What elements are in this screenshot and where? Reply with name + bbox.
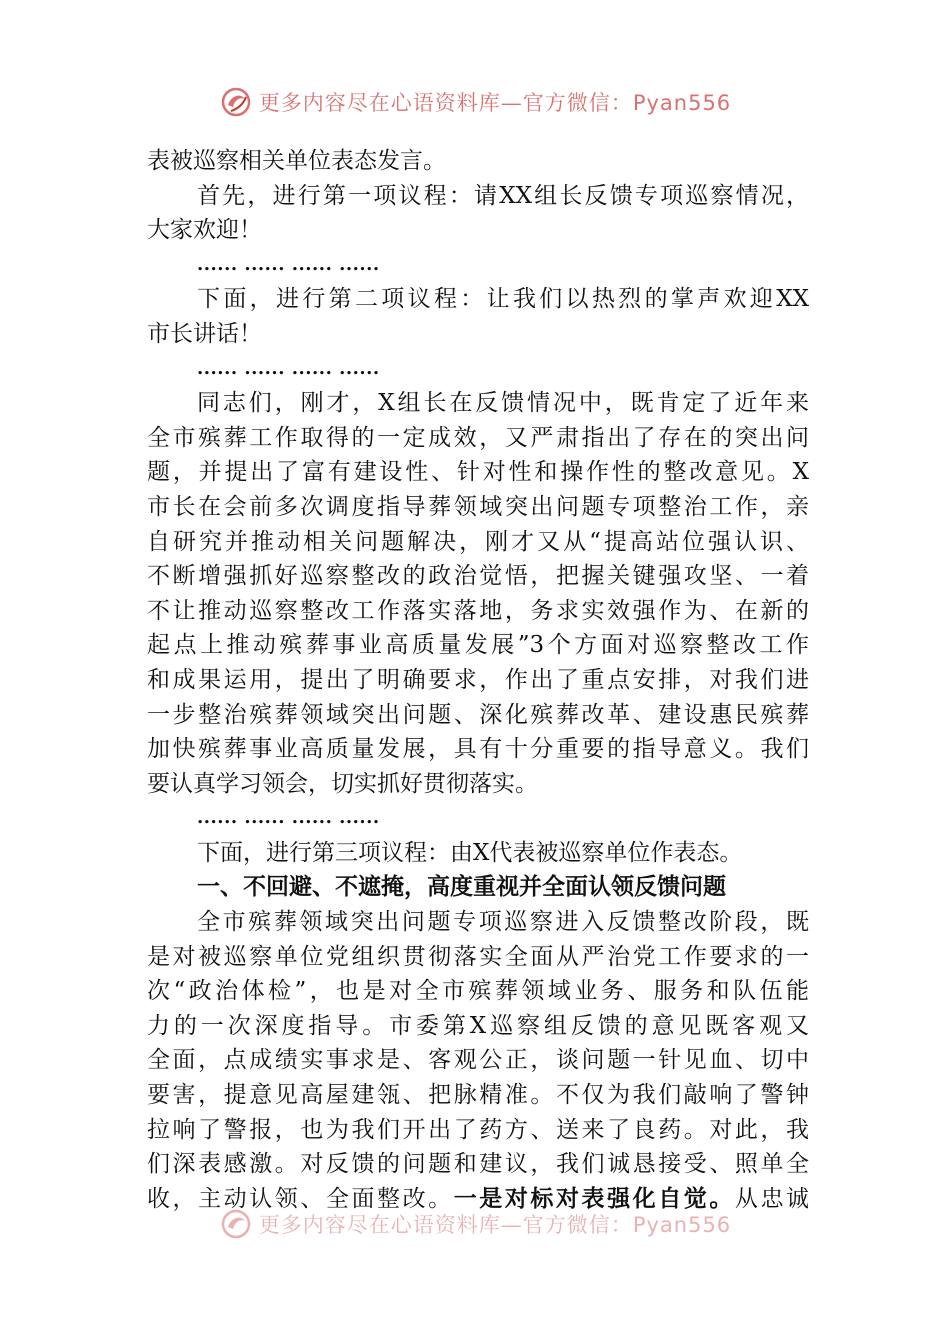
- watermark-header: [0, 84, 950, 120]
- paragraph-line: 全市殡葬领域突出问题专项巡察进入反馈整改阶段，既: [197, 909, 809, 936]
- paragraph-line: 全市殡葬工作取得的一定成效，又严肃指出了存在的突出问: [147, 424, 809, 451]
- paragraph-line: 全面，点成绩实事求是、客观公正，谈问题一针见血、切中: [147, 1047, 809, 1074]
- paragraph-line: 市长讲话！: [147, 320, 262, 347]
- paragraph-line: 大家欢迎！: [147, 217, 262, 244]
- paragraph-line: 市长在会前多次调度指导葬领域突出问题专项整治工作，亲: [147, 493, 809, 520]
- swirl-logo-icon: [219, 85, 253, 119]
- paragraph-line: 首先，进行第一项议程：请XX组长反馈专项巡察情况，: [197, 182, 809, 209]
- watermark-text: 更多内容尽在心语资料库—官方微信：Pyan556: [258, 1213, 732, 1237]
- paragraph-line: 题，并提出了富有建设性、针对性和操作性的整改意见。X: [147, 459, 809, 486]
- paragraph-line: 一步整治殡葬领域突出问题、深化殡葬改革、建设惠民殡葬: [147, 701, 809, 728]
- paragraph-line: 同志们，刚才，X组长在反馈情况中，既肯定了近年来: [197, 390, 809, 417]
- paragraph-line: 收，主动认领、全面整改。一是对标对表强化自觉。从忠诚: [147, 1185, 809, 1212]
- paragraph-line: 们深表感激。对反馈的问题和建议，我们诚恳接受、照单全: [147, 1151, 809, 1178]
- paragraph-line: 表被巡察相关单位表态发言。: [147, 148, 446, 174]
- paragraph-line: 下面，进行第二项议程：让我们以热烈的掌声欢迎XX: [197, 286, 809, 313]
- paragraph-line: 是对被巡察单位党组织贯彻落实全面从严治党工作要求的一: [147, 943, 809, 970]
- ellipsis-separator: ...... ...... ...... ......: [197, 253, 380, 275]
- ellipsis-separator: ...... ...... ...... ......: [197, 357, 380, 379]
- paragraph-line: 自研究并推动相关问题解决，刚才又从“提高站位强认识、: [147, 528, 809, 555]
- watermark-text: 更多内容尽在心语资料库—官方微信：Pyan556: [258, 91, 732, 115]
- watermark-footer: [0, 1206, 950, 1242]
- document-body: [147, 144, 809, 1216]
- section-heading: 一、不回避、不遮掩，高度重视并全面认领反馈问题: [197, 874, 726, 901]
- paragraph-line: 不让推动巡察整改工作落实落地，务求实效强作为、在新的: [147, 597, 809, 624]
- paragraph-line: 力的一次深度指导。市委第X巡察组反馈的意见既客观又: [147, 1012, 809, 1039]
- bold-lead-phrase: 一是对标对表强化自觉。: [453, 1185, 735, 1212]
- paragraph-line: 拉响了警报，也为我们开出了药方、送来了良药。对此，我: [147, 1116, 809, 1143]
- paragraph-line: 和成果运用，提出了明确要求，作出了重点安排，对我们进: [147, 666, 809, 693]
- paragraph-line: 加快殡葬事业高质量发展，具有十分重要的指导意义。我们: [147, 736, 809, 763]
- paragraph-line: 不断增强抓好巡察整改的政治觉悟，把握关键强攻坚、一着: [147, 563, 809, 590]
- paragraph-line: 要认真学习领会，切实抓好贯彻落实。: [147, 770, 538, 797]
- paragraph-line: 下面，进行第三项议程：由X代表被巡察单位作表态。: [197, 839, 743, 866]
- paragraph-line: 要害，提意见高屋建瓴、把脉精准。不仅为我们敲响了警钟: [147, 1082, 809, 1109]
- paragraph-line: 起点上推动殡葬事业高质量发展”3个方面对巡察整改工作: [147, 632, 809, 659]
- ellipsis-separator: ...... ...... ...... ......: [197, 807, 380, 829]
- paragraph-line: 次“政治体检”，也是对全市殡葬领域业务、服务和队伍能: [147, 978, 809, 1005]
- swirl-logo-icon: [219, 1207, 253, 1241]
